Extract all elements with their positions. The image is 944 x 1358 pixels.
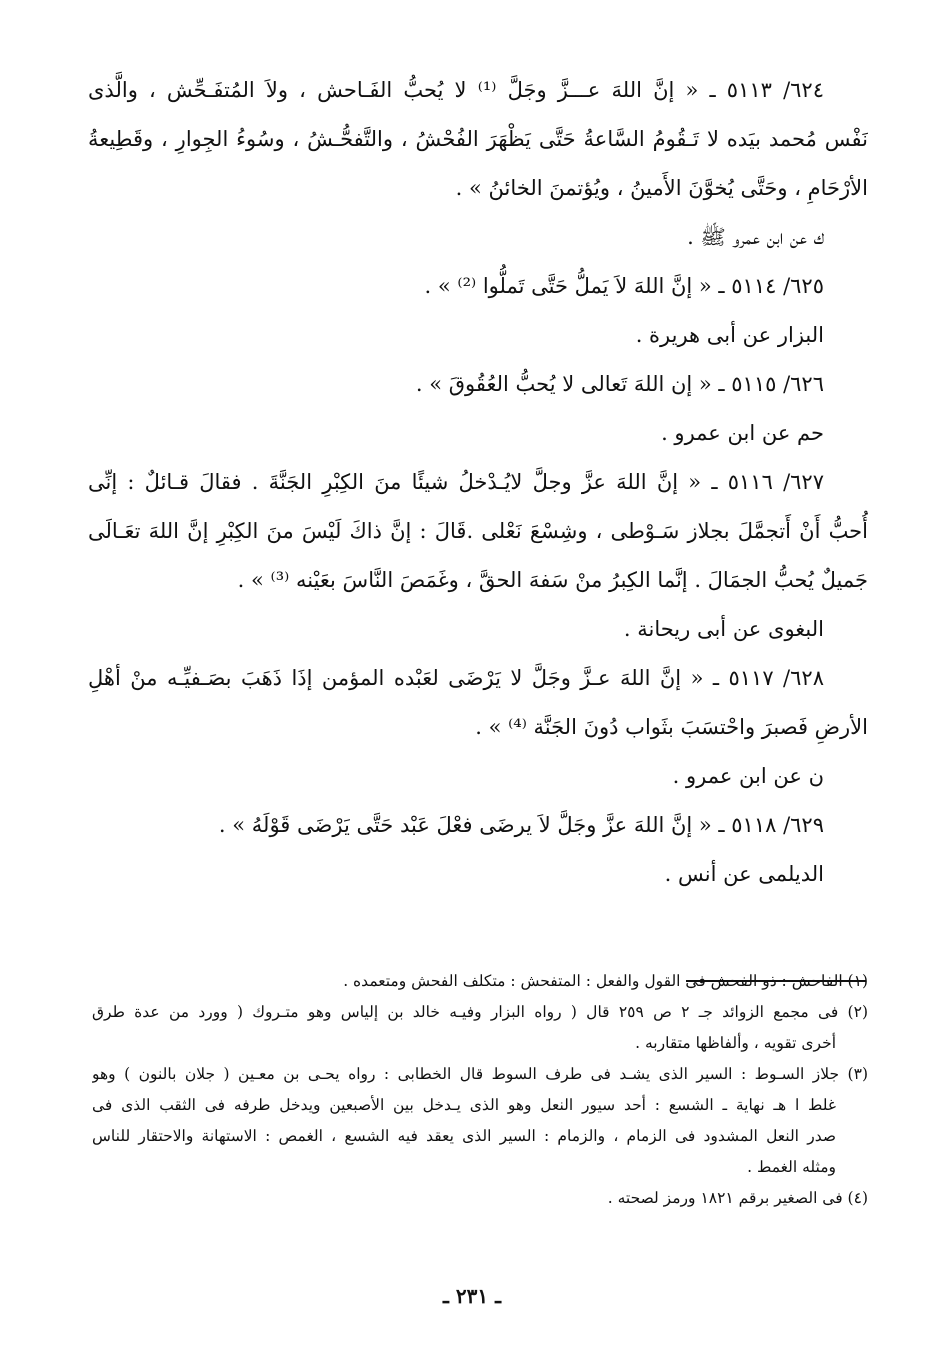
text-line: ٦٢٩/ ٥١١٨ ـ « إنَّ اللهَ عزَّ وجَلَّ لاَ يرضَى فعْلَ عَبْد حَتَّى يَرْضَى قَوْلَهُ » . bbox=[218, 813, 824, 837]
text-line: جَميلٌ يُحبُّ الجمَالَ . إنَّما الكِبرُ منْ سَفهَ الحقَّ ، وغَمَصَ النَّاسَ بعَيْنه ⁽³⁾ » . bbox=[237, 568, 868, 592]
source-line: البغوى عن أبى ريحانة . bbox=[623, 617, 824, 641]
source-line: الديلمى عن أنس . bbox=[664, 862, 824, 886]
footnote-line: (١) الفاحش : ذو الفحش فى القول والفعل : المتفحش : متكلف الفحش ومتعمده . bbox=[343, 972, 868, 990]
footnote-line: غلط ا هـ نهاية ـ الشسع : أحد سيور النعل وهو الذى يـدخل بين الأصبعين ويدخل طرفه فى الثقب الذى فى bbox=[92, 1096, 836, 1114]
text-line: ٦٢٨/ ٥١١٧ ـ « إنَّ اللهَ عـزَّ وجَلَّ لا يَرْضَى لعَبْده المؤمن إذَا ذَهَبَ بصَـفيِّـه منْ أهْلِ bbox=[88, 666, 824, 690]
source-line: ك عن ابن عمرو ﷺ . bbox=[687, 225, 824, 249]
source-line: ن عن ابن عمرو . bbox=[672, 764, 824, 788]
footnotes bbox=[92, 966, 868, 1214]
text-line: أُحبُّ أَنْ أَتجمَّلَ بجلاز سَـوْطى ، وشِسْعَ نَعْلى .قَالَ : إنَّ ذاكَ لَيْسَ منَ الكِبْرِ إنَّ اللهَ تعَـالَى bbox=[88, 519, 868, 543]
text-line: الأرْحَامِ ، وحَتَّى يُخوَّنَ الأَمينُ ، ويُؤتمنَ الخائنُ » . bbox=[455, 176, 868, 200]
footnote-line: (٣) جلاز السـوط : السير الذى يشـد فى طرف السوط قال الخطابى : رواه يحـى بن معـين ( جلان بالنون ) وهو bbox=[92, 1065, 868, 1083]
text-line: ٦٢٧/ ٥١١٦ ـ « إنَّ اللهَ عزَّ وجلَّ لايُـدْخلُ شيئًا منَ الكِبْرِ الجَنَّةَ . فقالَ قـائلٌ : إنِّى bbox=[88, 470, 824, 494]
source-line: البزار عن أبى هريرة . bbox=[635, 323, 824, 347]
text-line: نَفْس مُحمد بيَده لا تَـقُومُ السَّاعةُ حَتَّى يَظْهَرَ الفُحْشُ ، والتَّفحُّـشُ ، وسُوءُ الجِوارِ ، وقَطِيعةُ bbox=[88, 127, 868, 151]
source-line: حم عن ابن عمرو . bbox=[661, 421, 824, 445]
footnote-line: صدر النعل المشدود فى الزمام ، والزمام : السير الذى يعقد فيه الشسع ، الغمص : الاستهانة والاحتقار للناس bbox=[92, 1127, 836, 1145]
footnote-line: ومثله الغمط . bbox=[747, 1158, 836, 1176]
footnote-line: (٤) فى الصغير برقم ١٨٢١ ورمز لصحته . bbox=[607, 1189, 868, 1207]
text-line: الأرضِ فَصبرَ واحْتسَبَ بثَواب دُونَ الجَنَّة ⁽⁴⁾ » . bbox=[475, 715, 868, 739]
text-line: ٦٢٦/ ٥١١٥ ـ « إن اللهَ تَعالى لا يُحبُّ العُقُوقَ » . bbox=[415, 372, 824, 396]
main-text bbox=[88, 66, 868, 899]
footnote-line: (٢) فى مجمع الزوائد جـ ٢ ص ٢٥٩ قال ( رواه البزار وفيـه خالد بن إلياس وهو متـروك ( وورد من عدة طرق bbox=[92, 1003, 868, 1021]
footnote-line: أخرى تقويه ، وألفاظها متقاربه . bbox=[635, 1034, 836, 1052]
text-line: ٦٢٥/ ٥١١٤ ـ « إنَّ اللهَ لاَ يَملُّ حَتَّى تَملُّوا ⁽²⁾ » . bbox=[424, 274, 824, 298]
page-number: ـ ٢٣١ ـ bbox=[443, 1284, 501, 1308]
text-line: ٦٢٤/ ٥١١٣ ـ « إنَّ اللهَ عـــزَّ وجَلَّ ⁽¹⁾ لا يُحبُّ الفَـاحش ، ولاَ المُتفَـحِّش ، والَّذى bbox=[88, 78, 824, 102]
